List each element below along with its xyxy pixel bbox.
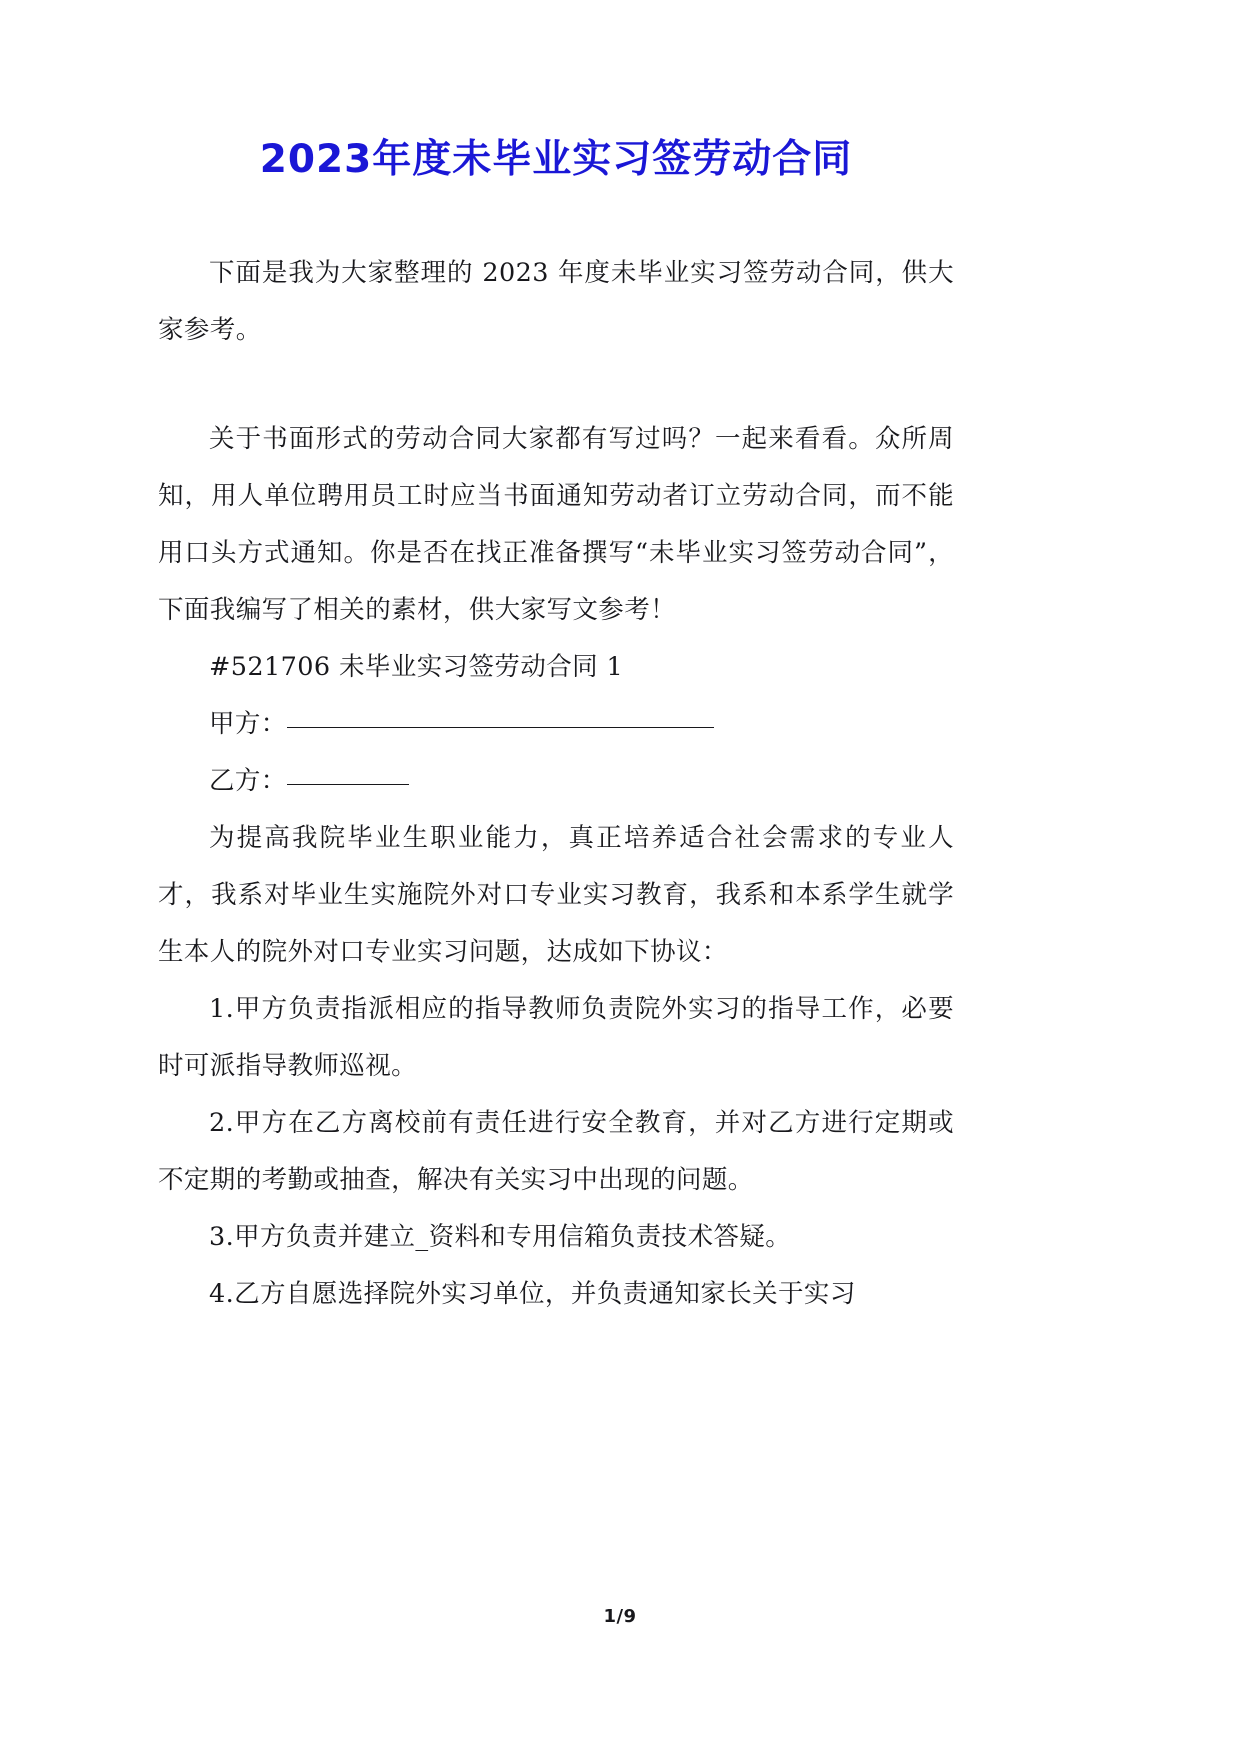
clause-item-4: 4.乙方自愿选择院外实习单位，并负责通知家长关于实习	[209, 1278, 856, 1309]
field-party-a	[158, 696, 954, 753]
clause-item-1: 1.甲方负责指派相应的指导教师负责院外实习的指导工作，必要时可派指导教师巡视。	[158, 993, 954, 1081]
intro-paragraph-1: 下面是我为大家整理的 2023 年度未毕业实习签劳动合同，供大家参考。	[158, 257, 954, 345]
page-title: 2023年度未毕业实习签劳动合同	[259, 137, 853, 182]
preamble-paragraph: 为提高我院毕业生职业能力，真正培养适合社会需求的专业人才，我系对毕业生实施院外对口专业实习教育，我系和本系学生就学生本人的院外对口专业实习问题，达成如下协议：	[158, 822, 954, 967]
section-heading: #521706 未毕业实习签劳动合同 1	[209, 651, 624, 682]
spacer	[158, 185, 954, 245]
field-party-a-label: 甲方：	[209, 708, 287, 739]
field-party-a-blank[interactable]	[287, 726, 714, 728]
field-party-b-label: 乙方：	[209, 765, 287, 796]
spacer	[158, 359, 954, 411]
clause-item-2: 2.甲方在乙方离校前有责任进行安全教育，并对乙方进行定期或不定期的考勤或抽查，解决有关实习中出现的问题。	[158, 1107, 954, 1195]
clause-item-3: 3.甲方负责并建立_资料和专用信箱负责技术答疑。	[209, 1221, 792, 1252]
page-number-footer: 1/9	[603, 1606, 637, 1627]
field-party-b-blank[interactable]	[287, 783, 409, 785]
document-content	[158, 0, 954, 1323]
field-party-b	[158, 753, 954, 810]
intro-paragraph-2: 关于书面形式的劳动合同大家都有写过吗？一起来看看。众所周知，用人单位聘用员工时应当书面通知劳动者订立劳动合同，而不能用口头方式通知。你是否在找正准备撰写“未毕业实习签劳动合同”，下面我编写了相关的素材，供大家写文参考！	[158, 423, 954, 625]
